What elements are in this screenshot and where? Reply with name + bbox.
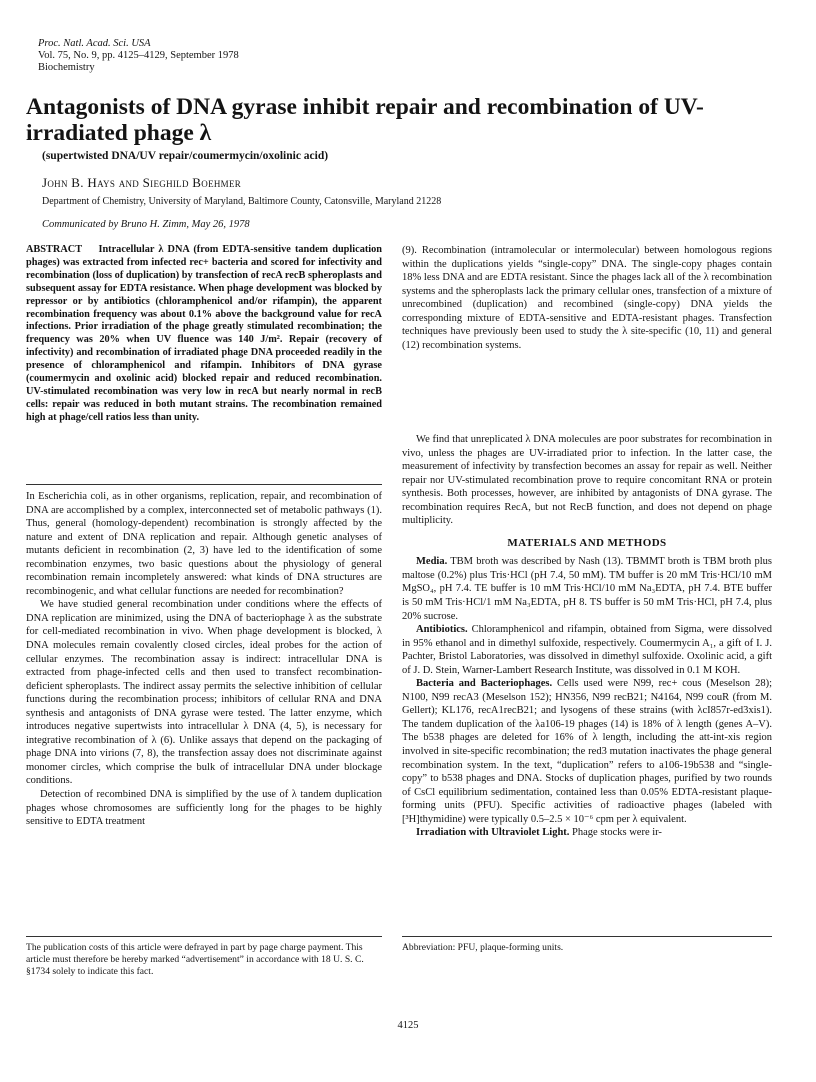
- abstract: [26, 244, 382, 425]
- authors: John B. Hays and Sieghild Boehmer: [42, 175, 242, 190]
- right-paragraph-2: We find that unreplicated λ DNA molecules are poor substrates for recombination in vivo, unless the phages are UV-irradiated prior to infection. In the latter case, the measurement of infectivity by transfection becomes an assay for repair as well. Neither repair nor UV-stimulated recombination prove to require concomitant RNA or protein synthesis. Both processes, however, are inhibited by antagonists of DNA gyrase. The recombination requires RecA, but not RecB function, and does not depend on phage multiplicity.: [402, 434, 772, 527]
- media-paragraph: [402, 555, 772, 623]
- affiliation: Department of Chemistry, University of Maryland, Baltimore County, Catonsville, Maryland 21228: [42, 196, 442, 207]
- abstract-label: ABSTRACT: [26, 244, 83, 255]
- bacteria-heading: Bacteria and Bacteriophages.: [416, 678, 553, 690]
- media-heading: Media.: [416, 556, 448, 568]
- irradiation-heading: Irradiation with Ultraviolet Light.: [416, 827, 570, 839]
- abstract-divider: [26, 484, 382, 485]
- footnote-divider: [26, 936, 382, 937]
- right-column-body: [402, 433, 772, 840]
- abbreviation-divider: [402, 936, 772, 937]
- antibiotics-text: Chloramphenicol and rifampin, obtained from Sigma, were dissolved in 95% ethanol and in dimethyl sulfoxide, respectively. Coumermycin A₁, a gift of I. J. Pachter, Bristol Laboratories, was dissolved in dimethyl sulfoxide. Oxolinic acid, a gift of J. D. Stein, Warner-Lambert Research Institute, was dissolved in 0.1 M KOH.: [402, 624, 773, 676]
- journal-volume: Vol. 75, No. 9, pp. 4125–4129, September 1978: [38, 50, 239, 61]
- antibiotics-heading: Antibiotics.: [416, 624, 468, 636]
- section-heading-methods: MATERIALS AND METHODS: [507, 536, 667, 549]
- article-title: Antagonists of DNA gyrase inhibit repair and recombination of UV-irradiated phage λ: [26, 94, 704, 146]
- communicated-by: Communicated by Bruno H. Zimm, May 26, 1978: [42, 219, 250, 230]
- irradiation-paragraph: [402, 826, 772, 840]
- journal-header: [38, 38, 239, 74]
- right-paragraph-1: (9). Recombination (intramolecular or intermolecular) between homologous regions within the duplications yields “single-copy” DNA. The single-copy phages contain 18% less DNA and are EDTA resistant. Since the phages lack all of the λ recombination systems and the spheroplasts lack the primary cellular ones, transfection of a mixture of unrecombined (duplication) and recombined (single-copy) DNA yields the corresponding mixture of EDTA-sensitive and EDTA-resistant phages. Transfection techniques have previously been used to study the λ site-specific (10, 11) and general (12) recombination systems.: [402, 245, 772, 351]
- abbreviation-footnote: Abbreviation: PFU, plaque-forming units.: [402, 942, 564, 953]
- right-column-top: [402, 244, 772, 352]
- journal-section: Biochemistry: [38, 62, 95, 73]
- bacteria-paragraph: [402, 677, 772, 826]
- antibiotics-paragraph: [402, 623, 772, 677]
- irradiation-text: Phage stocks were ir-: [572, 827, 662, 839]
- abstract-text: Intracellular λ DNA (from EDTA-sensitive tandem duplication phages) was extracted from infected rec+ bacteria and scored for infectivity and recombination (loss of duplication) by transfection of recA recB spheroplasts and subsequent assay for EDTA resistance. When phage development was blocked by repressor or by antibiotics (chloramphenicol and/or rifampin), the apparent recombination frequency was about 0.1% above the background value for recA infections. Prior irradiation of the phage greatly stimulated recombination; the frequency was 20% when UV fluence was 140 J/m². Repair (recovery of infectivity) and recombination of irradiated phage DNA proceeded readily in the presence of chloramphenicol and rifampin. Inhibitors of DNA gyrase (coumermycin and oxolinic acid) blocked repair and reduced recombination. UV-stimulated recombination was very low in recA but nearly normal in recB cells: repair was reduced in both mutant strains. The recombination remained high at phage/cell ratios less than unity.: [26, 244, 383, 423]
- journal-name: Proc. Natl. Acad. Sci. USA: [38, 38, 151, 49]
- intro-paragraph-1: In Escherichia coli, as in other organisms, replication, repair, and recombination of DNA are accomplished by a complex, interconnected set of metabolic pathways (1). Thus, general (homology-dependent) recombination is strongly affected by the nature and extent of DNA replication and repair. Although genetic analyses of mutants deficient in recombination (2, 3) have led to the identification of some recombination enzymes, two basic questions about the physiology of general recombination remain incompletely answered: what kinds of DNA structures are recombinogenic, and what cellular functions are needed for recombination?: [26, 491, 382, 597]
- page-number: 4125: [397, 1020, 419, 1031]
- bacteria-text: Cells used were N99, rec+ cous (Meselson 28); N100, N99 recA3 (Meselson 152); HN356, N99 recB21; N4164, N99 couR (from M. Gellert); KL176, recA1recB21; and lysogens of these strains (with λcI857r-ed3xis1). The tandem duplication of the λa106-19 phages (14) is 18% of λ length (genes A–V). The b538 phages are deleted for 16% of λ length, including the att-int-xis region involved in site-specific recombination; the red3 mutation inactivates the phage general recombination system. In the text, “duplication” refers to a106-19b538 and “single-copy” to b538 phages and DNA. Stocks of duplication phages, purified by two rounds of CsCl equilibrium sedimentation, contained less than 0.05% EDTA-resistant plaque-forming units (PFU). Specific activities of radioactive phages (labeled with [³H]thymidine) were typically 0.5–2.5 × 10⁻⁶ cpm per λ equivalent.: [402, 678, 773, 825]
- intro-paragraph-3: Detection of recombined DNA is simplified by the use of λ tandem duplication phages whose chromosomes are sufficiently long for the phages to be highly sensitive to EDTA treatment: [26, 789, 382, 828]
- keywords: (supertwisted DNA/UV repair/coumermycin/oxolinic acid): [42, 150, 329, 162]
- intro-paragraph-2: We have studied general recombination under conditions where the effects of DNA replication are minimized, using the DNA of bacteriophage λ as the substrate for cell-mediated recombination in vivo. When phage development is blocked, λ DNA molecules remain covalently closed circles, ideal probes for the action of cellular enzymes. The recombination assay is indirect: intracellular DNA is extracted from phage-infected cells and then used to transfect recombination-deficient spheroplasts. The indirect assay permits the selective inhibition of cellular functions during the recombination process; inhibitors of cellular RNA and DNA synthesis and antagonists of DNA gyrase were tested. The latter enzyme, which introduces negative supertwists into intracellular λ DNA (4, 5), is necessary for integrative recombination of λ (6). Unlike assays that depend on the packaging of phage DNA into virions (7, 8), the transfection assay does not discriminate against monomer circles, which comprise the bulk of intracellular DNA under blockage conditions.: [26, 599, 382, 787]
- publication-footnote: The publication costs of this article were defrayed in part by page charge payment. This article must therefore be hereby marked “advertisement” in accordance with 18 U. S. C. §1734 solely to indicate this fact.: [26, 942, 364, 978]
- media-text: TBM broth was described by Nash (13). TBMMT broth is TBM broth plus maltose (0.2%) plus Tris·HCl (pH 7.4, 50 mM). TM buffer is 20 mM Tris·HCl/10 mM MgSO₄, pH 7.4. TE buffer is 10 mM Tris·HCl/10 mM Na₃EDTA, pH 7.4. BTE buffer is 50 mM Tris·HCl/1 mM Na₃EDTA, pH 8. TS buffer is 50 mM Tris·HCl, pH 7.4, plus 20% sucrose.: [402, 556, 772, 622]
- left-column-body: [26, 490, 382, 829]
